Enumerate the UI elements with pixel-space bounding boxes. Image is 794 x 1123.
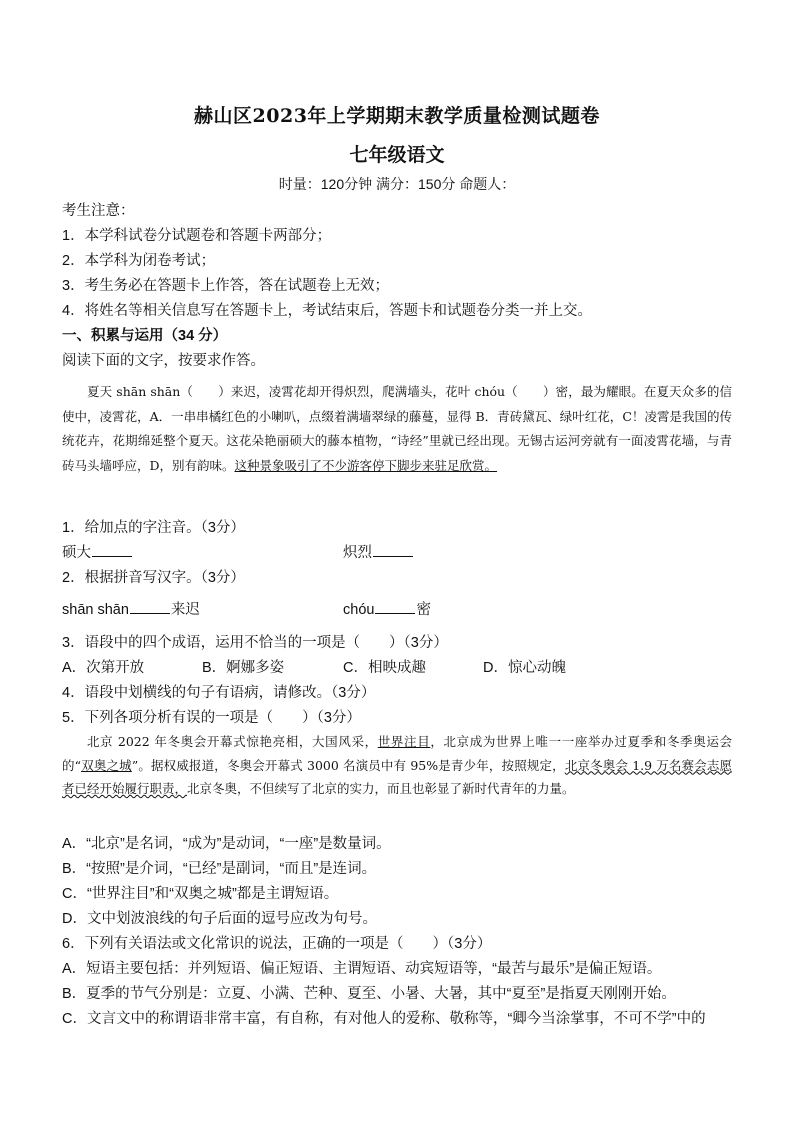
question-3-option-c: C．相映成趣 [343, 660, 426, 676]
pinyin: chóu [343, 602, 375, 618]
question-6-option-b: B．夏季的节气分别是：立夏、小满、芒种、夏至、小暑、大暑，其中“夏至”是指夏天刚刚开始。 [62, 986, 676, 1002]
question-5-option-a: A．“北京”是名词，“成为”是动词，“一座”是数量词。 [62, 836, 391, 852]
question-3-option-a: A．次第开放 [62, 660, 145, 676]
answer-blank [92, 542, 132, 557]
question-2-stem: 2．根据拼音写汉字。（3分） [62, 570, 245, 586]
answer-blank [375, 599, 415, 614]
answer-blank [373, 542, 413, 557]
question-5-option-d: D．文中划波浪线的句子后面的逗号应改为句号。 [62, 911, 377, 927]
notice-item: 3．考生务必在答题卡上作答，答在试题卷上无效； [62, 278, 390, 294]
question-3-option-d: D．惊心动魄 [483, 660, 566, 676]
item-word: 炽烈 [343, 545, 372, 561]
question-6-option-a: A．短语主要包括：并列短语、偏正短语、主谓短语、动宾短语等，“最苦与最乐”是偏正短语。 [62, 961, 662, 977]
question-1-item-b [343, 541, 414, 562]
reading-passage [62, 380, 732, 478]
underlined-phrase: 世界注目 [377, 734, 431, 749]
notice-item: 4．将姓名等相关信息写在答题卡上，考试结束后，答题卡和试题卷分类一并上交。 [62, 303, 593, 319]
question-6-stem: 6．下列有关语法或文化常识的说法，正确的一项是（ ）（3分） [62, 936, 492, 952]
item-word: 硕大 [62, 545, 91, 561]
passage-text: 夏天 shān shān（ ）来迟，凌霄花却开得炽烈，爬满墙头，花叶 chóu（ ）密，最为耀眼。在夏天众多的信使中，凌霄花，A．一串串橘红色的小喇叭，点缀着满墙翠绿的藤蔓，显得 B．青砖黛瓦、绿叶红花，C！凌霄是我国的传统花卉，花期绵延整个夏天。这花朵艳丽硕大的藤本植物，“诗经”里就已经出现。无锡古运河旁就有一面凌霄花墙，与青砖马头墙呼应，D，别有韵味。 [62, 384, 732, 473]
item-tail: 来迟 [170, 602, 200, 618]
question-4-stem: 4．语段中划横线的句子有语病，请修改。（3分） [62, 685, 376, 701]
question-1-stem: 1．给加点的字注音。（3分） [62, 520, 245, 536]
exam-subtitle: 七年级语文 [349, 144, 445, 166]
notice-heading: 考生注意： [62, 203, 135, 219]
notice-item: 1．本学科试卷分试题卷和答题卡两部分； [62, 228, 332, 244]
question-1-item-a [62, 541, 133, 562]
passage-text: ，北京成为世界上唯一一座举办过夏季和冬季奥运会的“ [62, 734, 732, 773]
question-5-option-b: B．“按照”是介词，“已经”是副词，“而且”是连词。 [62, 861, 377, 877]
wavy-underlined-sentence: 北京冬奥会 1.9 万名赛会志愿者已经开始履行职责， [62, 757, 732, 796]
question-5-passage [62, 730, 732, 801]
passage-text: ”。据权威报道，冬奥会开幕式 3000 名演员中有 95%是青少年，按照规定， [131, 757, 565, 773]
item-tail: 密 [416, 602, 431, 618]
exam-meta: 时量：120分钟 满分：150分 命题人： [278, 176, 516, 192]
question-6-option-c: C．文言文中的称谓语非常丰富，有自称，有对他人的爱称、敬称等，“卿今当涂掌事，不可不学”中的 [62, 1011, 706, 1027]
answer-blank [130, 599, 170, 614]
section-title: 一、积累与运用（34 分） [62, 328, 228, 344]
passage-underlined-sentence: 这种景象吸引了不少游客停下脚步来驻足欣赏。 [234, 457, 498, 473]
notice-item: 2．本学科为闭卷考试； [62, 253, 216, 269]
pinyin: shān shān [62, 602, 129, 618]
question-3-option-b: B．婀娜多姿 [202, 660, 285, 676]
question-2-item-b [343, 598, 431, 619]
passage-text: 北京 2022 年冬奥会开幕式惊艳亮相，大国风采， [87, 734, 378, 749]
exam-title: 赫山区2023年上学期期末教学质量检测试题卷 [194, 105, 600, 127]
question-3-stem: 3．语段中的四个成语，运用不恰当的一项是（ ）（3分） [62, 635, 448, 651]
underlined-phrase: 双奥之城 [81, 757, 132, 773]
question-2-item-a [62, 598, 200, 619]
passage-text: 北京冬奥，不但续写了北京的实力，而且也彰显了新时代青年的力量。 [187, 781, 575, 796]
section-instruction: 阅读下面的文字，按要求作答。 [62, 353, 265, 369]
question-5-option-c: C．“世界注目”和“双奥之城”都是主谓短语。 [62, 886, 339, 902]
question-5-stem: 5．下列各项分析有误的一项是（ ）（3分） [62, 710, 361, 726]
